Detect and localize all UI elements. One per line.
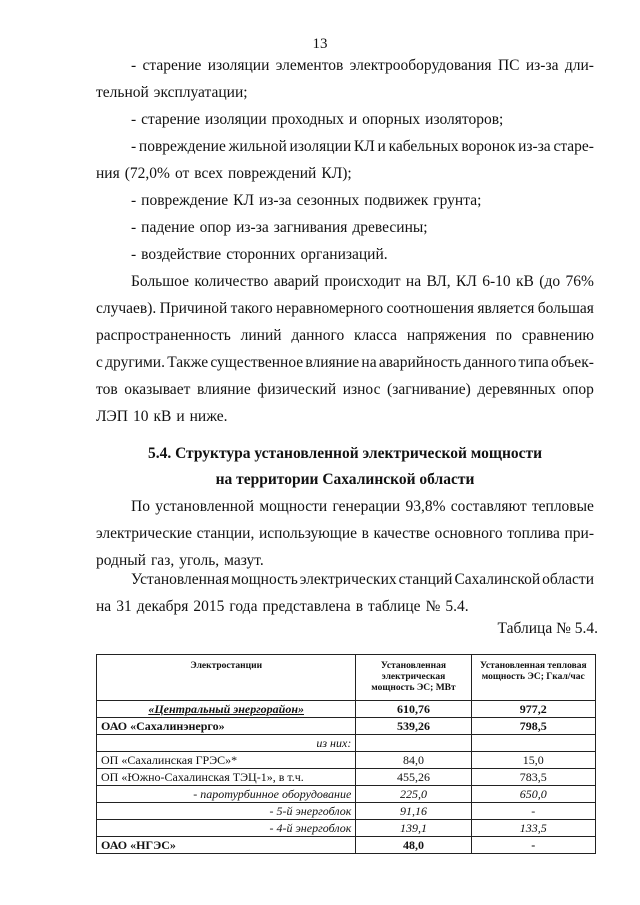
word: 93,8% <box>405 498 446 515</box>
word: повреждений <box>228 165 317 182</box>
word: из-за <box>258 192 292 209</box>
word: декабря <box>136 598 189 615</box>
word: из-за <box>525 57 559 74</box>
word: всех <box>194 165 223 182</box>
electric-capacity <box>356 735 471 752</box>
word: мощность <box>231 571 298 588</box>
text-line <box>96 295 594 322</box>
word: ВЛ, <box>426 273 451 290</box>
heat-capacity: - <box>471 803 595 820</box>
word: КЛ <box>353 138 375 155</box>
table-caption: Таблица № 5.4. <box>497 620 598 637</box>
table-row <box>97 769 596 786</box>
word: опор <box>199 219 232 236</box>
table-row <box>97 786 596 803</box>
word: основного <box>434 525 503 542</box>
word: ниже. <box>189 408 228 425</box>
word: По <box>131 498 150 515</box>
text-line <box>96 593 594 620</box>
word: элементов <box>275 57 344 74</box>
word: изоляции <box>289 138 352 155</box>
electric-capacity: 539,26 <box>356 718 471 735</box>
text-line <box>96 349 594 376</box>
word: газ, <box>150 552 175 569</box>
word: топлива <box>507 525 560 542</box>
causes-list <box>96 52 594 268</box>
text-line <box>96 241 594 268</box>
heat-capacity: 15,0 <box>471 752 595 769</box>
word: года <box>229 598 258 615</box>
word: аварийность <box>378 354 462 371</box>
word: на <box>361 354 377 371</box>
text-line <box>96 214 594 241</box>
word: - <box>131 57 137 74</box>
word: при- <box>564 525 594 542</box>
word: (загнивание) <box>387 381 471 398</box>
table-row <box>97 701 596 718</box>
header-stations: Электростанции <box>97 655 356 701</box>
text-line <box>96 268 594 295</box>
station-name: ОАО «НГЭС» <box>97 837 356 854</box>
word: количество <box>194 273 269 290</box>
word: изоляции <box>207 57 270 74</box>
word: по <box>495 327 512 344</box>
electric-capacity: 139,1 <box>356 820 471 837</box>
text-line <box>96 403 594 430</box>
station-name: - паротурбинное оборудование <box>97 786 356 803</box>
word: опорных <box>362 111 421 128</box>
word: износ <box>342 381 381 398</box>
electric-capacity: 455,26 <box>356 769 471 786</box>
word: старение <box>141 111 200 128</box>
word: данного <box>463 354 517 371</box>
word: 10 <box>132 408 149 425</box>
station-name: ОАО «Сахалинэнерго» <box>97 718 356 735</box>
word: напряжения <box>406 327 487 344</box>
word: качестве <box>373 525 430 542</box>
word: старе- <box>553 138 594 155</box>
header-electric-capacity: Установленная электрическая мощность ЭС; МВт <box>356 655 471 701</box>
word: сравнению <box>521 327 594 344</box>
page-number: 13 <box>312 36 328 52</box>
generation-paragraph <box>96 493 594 574</box>
capacity-paragraph <box>96 566 594 620</box>
word: электрические <box>96 525 192 542</box>
word: древесины; <box>352 219 428 236</box>
word: области <box>542 571 594 588</box>
word: повреждение <box>141 192 229 209</box>
word: 6-10 <box>482 273 511 290</box>
header-heat-capacity: Установленная тепловая мощность ЭС; Гкал/час <box>471 655 595 701</box>
word: неравномерного <box>276 300 384 317</box>
word: электрических <box>299 571 397 588</box>
word: - <box>131 219 137 236</box>
word: на <box>96 598 112 615</box>
word: загнивания <box>273 219 348 236</box>
word: класса <box>354 327 398 344</box>
word: использующие <box>258 525 357 542</box>
word: Большое <box>131 273 190 290</box>
word: уголь, <box>179 552 220 569</box>
word: из-за <box>518 138 551 155</box>
electric-capacity: 610,76 <box>356 701 471 718</box>
word: происходит <box>324 273 401 290</box>
word: - <box>131 111 137 128</box>
table-row <box>97 803 596 820</box>
text-line <box>96 322 594 349</box>
station-name: из них: <box>97 735 356 752</box>
station-name: «Центральный энергорайон» <box>97 701 356 718</box>
word: опор <box>562 381 594 398</box>
word: эксплуатации; <box>153 84 248 101</box>
word: кВ <box>516 273 534 290</box>
word: физический <box>257 381 337 398</box>
word: кабельных <box>388 138 459 155</box>
word: станции, <box>196 525 255 542</box>
electric-capacity: 84,0 <box>356 752 471 769</box>
word: мощности <box>259 498 328 515</box>
word: станций <box>398 571 453 588</box>
accidents-paragraph <box>96 268 594 430</box>
text-line <box>96 52 594 79</box>
section-heading-line2: на территории Сахалинской области <box>215 471 475 488</box>
word: составляют <box>450 498 527 515</box>
electric-capacity: 91,16 <box>356 803 471 820</box>
heat-capacity <box>471 735 595 752</box>
word: представлена <box>262 598 351 615</box>
text-line <box>96 566 594 593</box>
word: электрооборудования <box>349 57 492 74</box>
word: воронок <box>461 138 516 155</box>
word: в <box>355 598 364 615</box>
word: Также <box>167 354 209 371</box>
heat-capacity: 977,2 <box>471 701 595 718</box>
word: деревянных <box>477 381 556 398</box>
word: - <box>131 138 137 155</box>
word: является <box>477 300 535 317</box>
word: КЛ <box>456 273 477 290</box>
word: оказывает <box>124 381 191 398</box>
word: на <box>405 273 422 290</box>
word: типа <box>518 354 549 371</box>
word: другими. <box>105 354 165 371</box>
heat-capacity: 798,5 <box>471 718 595 735</box>
word: линий <box>240 327 282 344</box>
word: тов <box>96 381 118 398</box>
word: из-за <box>236 219 269 236</box>
word: жильной <box>228 138 287 155</box>
electric-capacity: 225,0 <box>356 786 471 803</box>
word: родный <box>96 552 146 569</box>
word: таблице <box>368 598 421 615</box>
text-line <box>96 160 594 187</box>
word: 2015 <box>193 598 225 615</box>
word: подвижек <box>364 192 429 209</box>
text-line <box>96 106 594 133</box>
word: мазут. <box>224 552 264 569</box>
word: от <box>174 165 190 182</box>
word: КЛ); <box>321 165 352 182</box>
word: сторонних <box>226 246 296 263</box>
word: тельной <box>96 84 149 101</box>
word: 5.4. <box>445 598 469 615</box>
table-row <box>97 718 596 735</box>
text-line <box>96 493 594 520</box>
word: существенное <box>210 354 304 371</box>
word: сезонных <box>296 192 360 209</box>
word: организаций. <box>300 246 388 263</box>
table-row <box>97 837 596 854</box>
word: Установленная <box>131 571 230 588</box>
word: изоляторов; <box>425 111 504 128</box>
text-line <box>96 376 594 403</box>
table-row <box>97 820 596 837</box>
word: влияние <box>196 381 251 398</box>
word: - <box>131 246 137 263</box>
word: и <box>348 111 358 128</box>
word: кВ <box>153 408 172 425</box>
word: 76% <box>565 273 594 290</box>
word: объек- <box>551 354 594 371</box>
section-heading-line1: 5.4. Структура установленной электрической мощности <box>147 445 543 462</box>
word: падение <box>141 219 195 236</box>
word: случаев). <box>96 300 157 317</box>
word: соотношения <box>386 300 475 317</box>
word: такого <box>230 300 273 317</box>
station-name: ОП «Южно-Сахалинская ТЭЦ-1», в т.ч. <box>97 769 356 786</box>
word: (до <box>539 273 561 290</box>
word: - <box>131 192 137 209</box>
word: повреждение <box>138 138 226 155</box>
word: большая <box>537 300 594 317</box>
word: распространенность <box>96 327 231 344</box>
electric-capacity: 48,0 <box>356 837 471 854</box>
heat-capacity: 650,0 <box>471 786 595 803</box>
word: (72,0% <box>124 165 170 182</box>
word: ния <box>96 165 120 182</box>
word: генерации <box>332 498 401 515</box>
word: в <box>361 525 369 542</box>
text-line <box>96 133 594 160</box>
table-row <box>97 735 596 752</box>
heat-capacity: 783,5 <box>471 769 595 786</box>
word: влияние <box>305 354 360 371</box>
word: установленной <box>155 498 255 515</box>
word: данного <box>291 327 345 344</box>
station-name: - 5-й энергоблок <box>97 803 356 820</box>
word: изоляции <box>205 111 267 128</box>
word: проходных <box>271 111 344 128</box>
word: грунта; <box>433 192 482 209</box>
word: воздействие <box>141 246 222 263</box>
word: № <box>425 598 441 615</box>
text-line <box>96 520 594 547</box>
table-row <box>97 752 596 769</box>
text-line <box>96 187 594 214</box>
word: с <box>96 354 103 371</box>
word: аварий <box>273 273 319 290</box>
table-header-row <box>97 655 596 701</box>
station-name: ОП «Сахалинская ГРЭС»* <box>97 752 356 769</box>
word: и <box>176 408 185 425</box>
heat-capacity: 133,5 <box>471 820 595 837</box>
capacity-table <box>96 654 596 854</box>
word: дли- <box>564 57 594 74</box>
text-line <box>96 79 594 106</box>
word: ПС <box>497 57 520 74</box>
word: и <box>377 138 386 155</box>
word: ЛЭП <box>96 408 128 425</box>
word: КЛ <box>233 192 254 209</box>
word: Сахалинской <box>454 571 541 588</box>
word: 31 <box>116 598 132 615</box>
station-name: - 4-й энергоблок <box>97 820 356 837</box>
word: тепловые <box>531 498 594 515</box>
word: Причиной <box>159 300 228 317</box>
heat-capacity: - <box>471 837 595 854</box>
word: старение <box>142 57 202 74</box>
